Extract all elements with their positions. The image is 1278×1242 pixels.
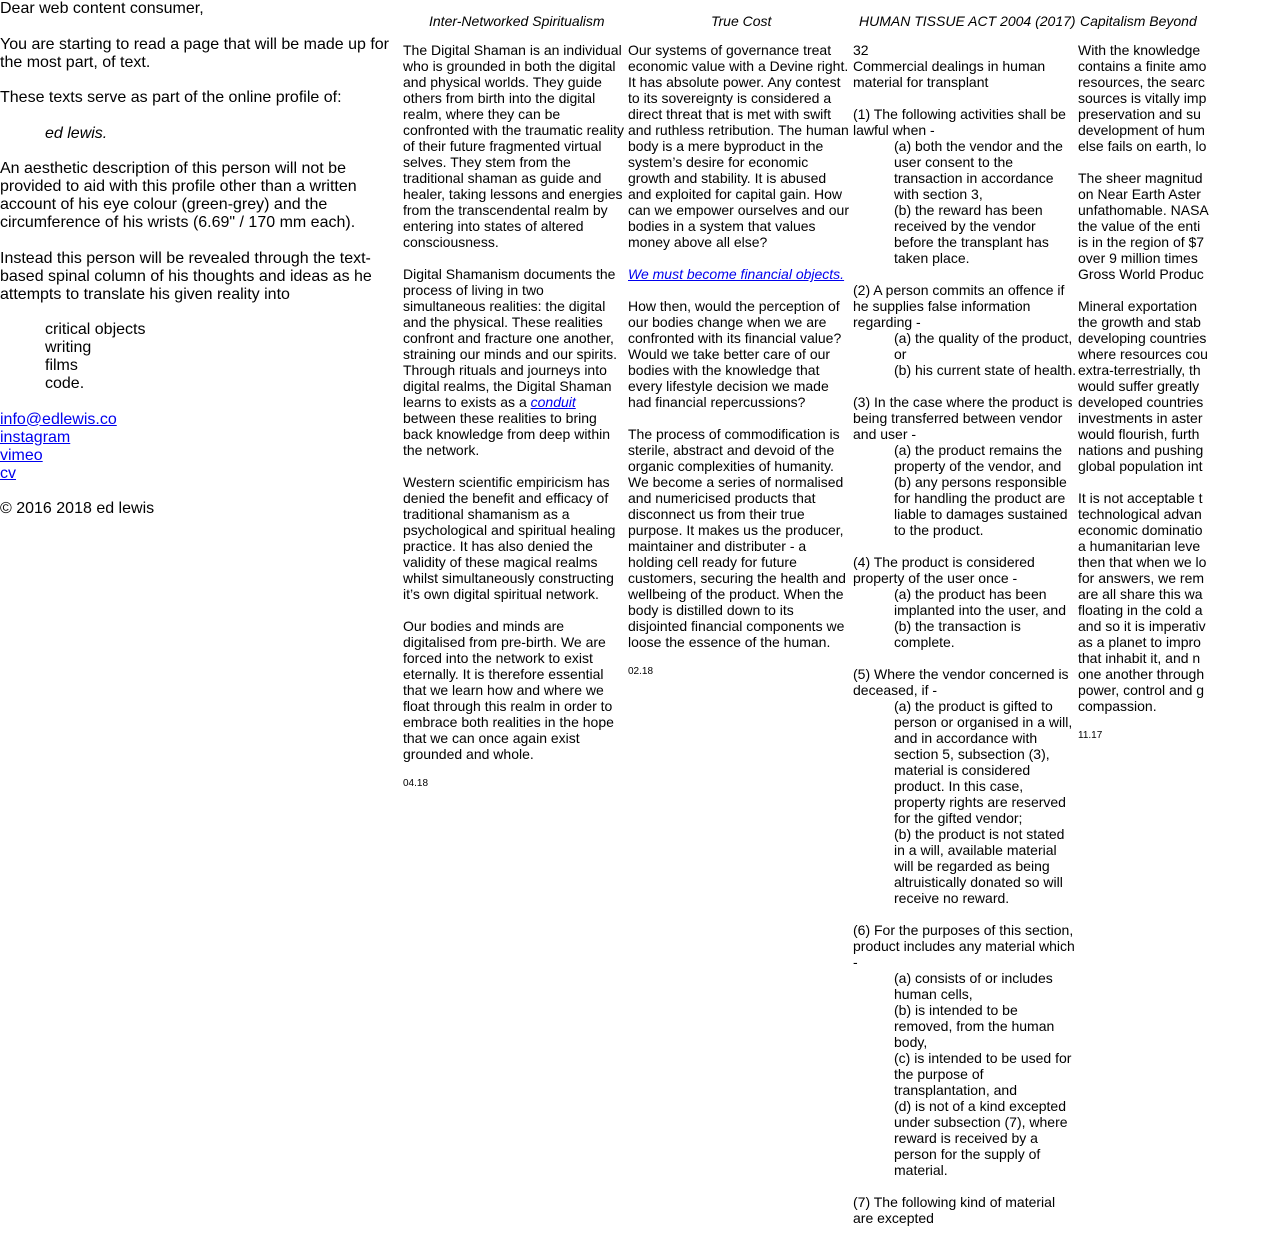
greeting: Dear web content consumer,: [0, 0, 204, 17]
text-line: over 9 million times: [1078, 250, 1198, 266]
intro-paragraph: Instead this person will be revealed through the text-based spinal column of his thoughts and ideas as he attempts to translate his given reality into: [0, 249, 372, 303]
text-line: are all share this wa: [1078, 586, 1203, 602]
subclause: (b) the transaction is complete.: [894, 618, 1021, 650]
clause: [853, 1194, 1078, 1226]
financial-objects-link[interactable]: We must become financial objects.: [628, 266, 845, 282]
text-line: Mineral exportation: [1078, 298, 1198, 314]
clause-text: (1) The following activities shall be lawful when -: [853, 106, 1066, 138]
clause-text: (5) Where the vendor concerned is deceased, if -: [853, 666, 1069, 698]
media-item: films: [45, 357, 78, 374]
media-item: critical objects: [45, 321, 146, 338]
text-line: investments in aster: [1078, 410, 1203, 426]
text-line: on Near Earth Aster: [1078, 186, 1201, 202]
text-line: developing countries: [1078, 330, 1207, 346]
paragraph: The Digital Shaman is an individual who is grounded in both the digital and physical worlds. They guide others from birth into the digital realm, where they can be confronted with the traumatic reality of their future fragmented virtual selves. They stem from the traditional shaman as guide and healer, taking lessons and energies from the transcendental realm by entering into states of altered consciousness.: [403, 42, 624, 250]
subclause: (b) the reward has been received by the vendor before the transplant has taken place.: [894, 202, 1049, 266]
paragraph: Western scientific empiricism has denied the benefit and efficacy of traditional shamanism as a psychological and spiritual healing practice. It has also denied the validity of these magical realms whilst simultaneously constructing it’s own digital spiritual network.: [403, 474, 616, 602]
intro-paragraph: You are starting to read a page that will be made up for the most part, of text.: [0, 35, 389, 71]
column-body: [853, 42, 1078, 1242]
text-line: would suffer greatly: [1078, 378, 1200, 394]
contact-links: [0, 411, 390, 483]
paragraph: Our systems of governance treat economic value with a Devine right. It has absolute power. Any contest to its sovereignty is considered a direct threat that is met with swift and ruthless retribution. The human body is a mere byproduct in the system’s desire for economic growth and stability. It is abused and exploited for capital gain. How can we empower ourselves and our bodies in a system that values money above all else?: [628, 42, 850, 250]
text-line: developed countries: [1078, 394, 1204, 410]
text-line: nations and pushing: [1078, 442, 1204, 458]
text-line: The sheer magnitud: [1078, 170, 1203, 186]
intro-panel: [0, 0, 390, 536]
paragraph: Our bodies and minds are digitalised from pre-birth. We are forced into the network to exist eternally. It is therefore essential that we learn how and where we float through this realm in order to embrace both realities in the hope that we can once again exist grounded and whole.: [403, 618, 614, 762]
text-line: where resources cou: [1078, 346, 1208, 362]
text-line: sources is vitally imp: [1078, 90, 1207, 106]
author-name: ed lewis.: [45, 124, 108, 142]
section-heading: Commercial dealings in human material for transplant: [853, 58, 1046, 90]
text-line: is in the region of $7: [1078, 234, 1205, 250]
column-date: 11.17: [1078, 730, 1103, 741]
text-line: else fails on earth, lo: [1078, 138, 1207, 154]
text-line: that inhabit it, and n: [1078, 650, 1201, 666]
text-line: contains a finite amo: [1078, 58, 1207, 74]
clause-text: (2) A person commits an offence if he supplies false information regarding -: [853, 282, 1065, 330]
text-line: development of hum: [1078, 122, 1205, 138]
text-line: would flourish, furth: [1078, 426, 1200, 442]
text-line: power, control and g: [1078, 682, 1205, 698]
media-item: code.: [45, 375, 85, 392]
intro-paragraph: An aesthetic description of this person will not be provided to aid with this profile other than a written account of his eye colour (green-grey) and the circumference of his wrists (6.69" / 170 mm each).: [0, 160, 357, 231]
clause: [853, 666, 1078, 906]
subclause: (a) the product is gifted to person or organised in a will, and in accordance with section 5, subsection (3), material is considered product. In this case, property rights are reserved for the gifted vendor;: [894, 698, 1073, 826]
clause-text: (4) The product is considered property of the user once -: [853, 554, 1035, 586]
text-line: unfathomable. NASA: [1078, 202, 1209, 218]
subclause: (b) any persons responsible for handling the product are liable to damages sustained to the product.: [894, 474, 1068, 538]
text-line: preservation and su: [1078, 106, 1201, 122]
text-line: a humanitarian leve: [1078, 538, 1201, 554]
text-line: Gross World Produc: [1078, 266, 1204, 282]
subclause: (a) the product remains the property of the vendor, and: [894, 442, 1063, 474]
text-line: resources, the searc: [1078, 74, 1205, 90]
subclause: (a) the quality of the product, or: [894, 330, 1073, 362]
text-line: one another through: [1078, 666, 1205, 682]
subclause: (a) consists of or includes human cells,: [894, 970, 1053, 1002]
text-line: global population int: [1078, 458, 1203, 474]
vimeo-link[interactable]: vimeo: [0, 446, 43, 464]
clause: [853, 106, 1078, 266]
paragraph: How then, would the perception of our bodies change when we are confronted with its financial value? Would we take better care of our bodies with the knowledge that every lifestyle decision we made had financial repercussions?: [628, 298, 842, 410]
text-line: the growth and stab: [1078, 314, 1201, 330]
column-title: Inter-Networked Spiritualism: [429, 13, 605, 29]
paragraph-text: Digital Shamanism documents the process of living in two simultaneous realities: the digital and the physical. These realities confront and fracture one another, straining our minds and our spirits. Through rituals and journeys into digital realms, the Digital Shaman learns to exists as a: [403, 266, 617, 410]
instagram-link[interactable]: instagram: [0, 428, 71, 446]
text-line: and so it is imperativ: [1078, 618, 1206, 634]
subclause: (b) the product is not stated in a will, available material will be regarded as being altruistically donated so will receive no reward.: [894, 826, 1065, 906]
column-body: [403, 42, 628, 790]
section-number: 32: [853, 42, 869, 58]
paragraph: The process of commodification is sterile, abstract and devoid of the organic complexities of humanity. We become a series of normalised and numericised products that disconnect us from their true purpose. It makes us the producer, maintainer and distributer - a holding cell ready for future customers, securing the health and wellbeing of the product. When the body is distilled down to its disjointed financial components we loose the essence of the human.: [628, 426, 846, 650]
clause-text: (3) In the case where the product is being transferred between vendor and user -: [853, 394, 1073, 442]
column-body: [628, 42, 853, 678]
text-line: With the knowledge: [1078, 42, 1201, 58]
clause: [853, 922, 1078, 1178]
text-line: for answers, we rem: [1078, 570, 1205, 586]
paragraph: [1078, 170, 1278, 282]
text-line: It is not acceptable t: [1078, 490, 1203, 506]
paragraph: [1078, 298, 1278, 474]
paragraph: [403, 266, 628, 458]
paragraph-text: between these realities to bring back knowledge from deep within the network.: [403, 410, 611, 458]
clause: [853, 554, 1078, 650]
subclause: (c) is intended to be used for the purpose of transplantation, and: [894, 1050, 1072, 1098]
text-line: then that when we lo: [1078, 554, 1207, 570]
paragraph: [1078, 490, 1278, 714]
paragraph: [628, 266, 853, 282]
media-list: [45, 321, 390, 393]
clause: [853, 394, 1078, 538]
column-title: True Cost: [711, 13, 772, 29]
column-body: [1078, 42, 1278, 742]
paragraph: [1078, 42, 1278, 154]
column-title: Capitalism Beyond: [1080, 13, 1197, 29]
email-link[interactable]: info@edlewis.co: [0, 410, 117, 428]
column-title: HUMAN TISSUE ACT 2004 (2017): [859, 13, 1076, 29]
subclause: (a) the product has been implanted into the user, and: [894, 586, 1067, 618]
text-line: the value of the enti: [1078, 218, 1201, 234]
clause-text: (7) The following kind of material are excepted: [853, 1194, 1056, 1226]
column-date: 04.18: [403, 778, 429, 789]
subclause: (b) his current state of health.: [894, 362, 1077, 378]
text-line: floating in the cold a: [1078, 602, 1203, 618]
intro-paragraph: These texts serve as part of the online profile of:: [0, 89, 342, 106]
conduit-link[interactable]: conduit: [530, 394, 576, 410]
text-line: as a planet to impro: [1078, 634, 1201, 650]
media-item: writing: [45, 339, 92, 356]
subclause: (b) is intended to be removed, from the human body,: [894, 1002, 1055, 1050]
clause: [853, 282, 1078, 378]
subclause: (d) is not of a kind excepted under subsection (7), where reward is received by a person for the supply of material.: [894, 1098, 1068, 1178]
subclause: (a) both the vendor and the user consent to the transaction in accordance with section 3,: [894, 138, 1063, 202]
text-line: technological advan: [1078, 506, 1202, 522]
cv-link[interactable]: cv: [0, 464, 16, 482]
column-date: 02.18: [628, 666, 654, 677]
text-line: economic dominatio: [1078, 522, 1203, 538]
clause-text: (6) For the purposes of this section, product includes any material which -: [853, 922, 1075, 970]
text-line: extra-terrestrially, th: [1078, 362, 1201, 378]
text-line: compassion.: [1078, 698, 1157, 714]
copyright: © 2016 2018 ed lewis: [0, 500, 155, 517]
